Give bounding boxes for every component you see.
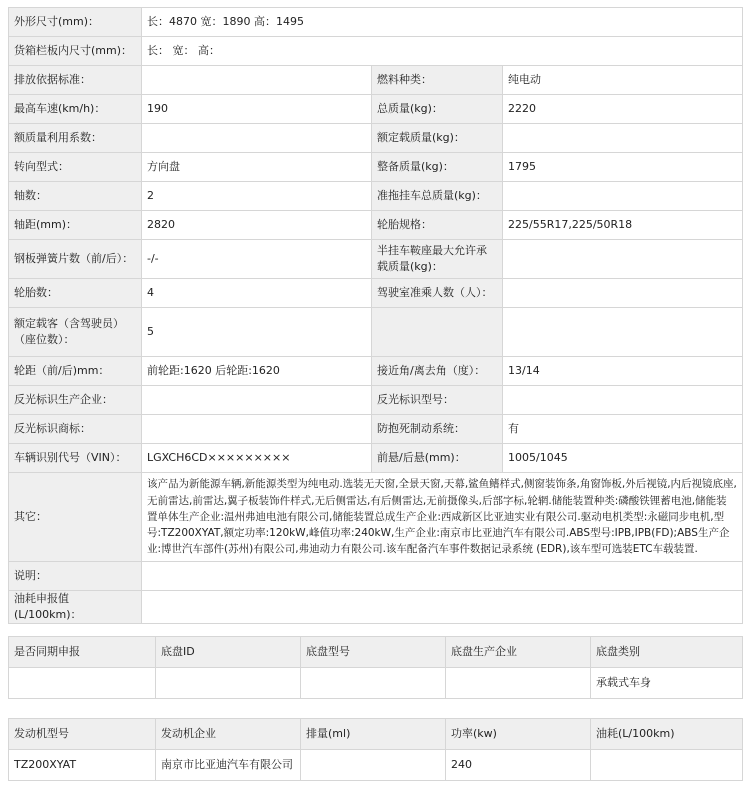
spec-label: 货箱栏板内尺寸(mm)： [9, 37, 142, 66]
table-header: 底盘生产企业 [446, 637, 591, 668]
spec-label: 钢板弹簧片数（前/后）： [9, 240, 142, 279]
spec-row [9, 279, 743, 308]
spec-value [142, 66, 372, 95]
spec-value: 5 [142, 308, 372, 357]
table-header: 底盘ID [156, 637, 301, 668]
spec-label: 总质量(kg)： [372, 95, 503, 124]
table-cell [446, 668, 591, 699]
table-header: 功率(kw) [446, 719, 591, 750]
other-description: 该产品为新能源车辆,新能源类型为纯电动.选装无天窗,全景天窗,天幕,鲨鱼鳍样式,侧窗装饰条,角窗饰板,外后视镜,内后视镜底座,无前雷达,前雷达,翼子板装饰件样式,无后侧雷达,有后侧雷达,无前摄像头,后部字标,轮辋.储能装置种类:磷酸铁锂蓄电池,储能装置单体生产企业:温州弗迪电池有限公司,储能装置总成生产企业:西咸新区比亚迪实业有限公司.驱动电机类型:永磁同步电机,型号:TZ200XYAT,额定功率:120kW,峰值功率:240kW,生产企业:南京市比亚迪汽车有限公司.ABS型号:IPB,IPB(FD);ABS生产企业:博世汽车部件(苏州)有限公司,弗迪动力有限公司.该车配备汽车事件数据记录系统 (EDR),该车型可选装ETC车载装置. [142, 473, 743, 562]
table-header: 是否同期申报 [9, 637, 156, 668]
spec-value: 长：4870 宽：1890 高：1495 [142, 8, 743, 37]
spec-value [503, 386, 743, 415]
table-header: 发动机企业 [156, 719, 301, 750]
spec-label: 驾驶室准乘人数（人）： [372, 279, 503, 308]
spec-value: 长： 宽： 高： [142, 37, 743, 66]
other-label: 其它： [9, 473, 142, 562]
spec-value: 1005/1045 [503, 444, 743, 473]
spec-value: 190 [142, 95, 372, 124]
spec-label: 整备质量(kg)： [372, 153, 503, 182]
spec-label: 转向型式： [9, 153, 142, 182]
spec-row-other [9, 473, 743, 562]
spec-label: 半挂车鞍座最大允许承载质量(kg)： [372, 240, 503, 279]
spec-row [9, 95, 743, 124]
spec-value: -/- [142, 240, 372, 279]
spec-label: 轮胎数： [9, 279, 142, 308]
spec-value [142, 386, 372, 415]
spec-value [503, 182, 743, 211]
spec-value: 前轮距:1620 后轮距:1620 [142, 357, 372, 386]
spec-row [9, 415, 743, 444]
spec-row [9, 308, 743, 357]
spec-label: 燃料种类： [372, 66, 503, 95]
spec-value: 1795 [503, 153, 743, 182]
spec-label: 防抱死制动系统： [372, 415, 503, 444]
spec-value: 225/55R17,225/50R18 [503, 211, 743, 240]
spec-label: 准拖挂车总质量(kg)： [372, 182, 503, 211]
chassis-header-row [9, 637, 743, 668]
table-row [9, 750, 743, 781]
spec-label: 接近角/离去角（度）： [372, 357, 503, 386]
note-value [142, 562, 743, 591]
table-cell: TZ200XYAT [9, 750, 156, 781]
chassis-table [8, 636, 743, 699]
spec-row [9, 182, 743, 211]
fuel-value [142, 591, 743, 624]
spec-value [503, 279, 743, 308]
engine-header-row [9, 719, 743, 750]
spec-label: 外形尺寸(mm)： [9, 8, 142, 37]
spec-label: 额定载客（含驾驶员）（座位数）： [9, 308, 142, 357]
engine-table [8, 718, 743, 781]
table-header: 底盘类别 [591, 637, 743, 668]
spec-table [8, 7, 743, 624]
spec-row [9, 357, 743, 386]
spec-value: 有 [503, 415, 743, 444]
spec-row [9, 66, 743, 95]
spec-value [503, 124, 743, 153]
spec-value [142, 415, 372, 444]
table-cell: 承载式车身 [591, 668, 743, 699]
spec-label: 最高车速(km/h)： [9, 95, 142, 124]
spec-row [9, 124, 743, 153]
spec-value [503, 308, 743, 357]
spec-row [9, 386, 743, 415]
spec-row [9, 240, 743, 279]
spec-row [9, 211, 743, 240]
table-header: 排量(ml) [301, 719, 446, 750]
spec-label: 轴数： [9, 182, 142, 211]
table-header: 发动机型号 [9, 719, 156, 750]
spec-row-fuel [9, 591, 743, 624]
table-cell [156, 668, 301, 699]
spec-value: 4 [142, 279, 372, 308]
spec-value: 方向盘 [142, 153, 372, 182]
spec-label: 额质量利用系数： [9, 124, 142, 153]
table-header: 油耗(L/100km) [591, 719, 743, 750]
spec-label: 反光标识生产企业： [9, 386, 142, 415]
spec-label [372, 308, 503, 357]
vin-value: LGXCH6CD××××××××× [142, 444, 372, 473]
table-cell [591, 750, 743, 781]
spec-label: 轮距（前/后)mm： [9, 357, 142, 386]
spec-row-vin [9, 444, 743, 473]
spec-value: 2 [142, 182, 372, 211]
spec-label: 额定载质量(kg)： [372, 124, 503, 153]
spec-label: 反光标识商标： [9, 415, 142, 444]
spec-row [9, 153, 743, 182]
spec-value: 2220 [503, 95, 743, 124]
spec-label: 轮胎规格： [372, 211, 503, 240]
spec-label: 车辆识别代号（VIN）： [9, 444, 142, 473]
table-row [9, 668, 743, 699]
spec-label: 轴距(mm)： [9, 211, 142, 240]
spec-value: 纯电动 [503, 66, 743, 95]
spec-label: 排放依据标准： [9, 66, 142, 95]
table-cell: 南京市比亚迪汽车有限公司 [156, 750, 301, 781]
spec-value [142, 124, 372, 153]
table-cell [301, 750, 446, 781]
table-cell [9, 668, 156, 699]
table-cell [301, 668, 446, 699]
spec-row-cargo-dimensions [9, 37, 743, 66]
spec-row-dimensions [9, 8, 743, 37]
note-label: 说明： [9, 562, 142, 591]
table-header: 底盘型号 [301, 637, 446, 668]
spec-value: 2820 [142, 211, 372, 240]
spec-label: 反光标识型号： [372, 386, 503, 415]
spec-value [503, 240, 743, 279]
table-cell: 240 [446, 750, 591, 781]
spec-value: 13/14 [503, 357, 743, 386]
spec-label: 前悬/后悬(mm)： [372, 444, 503, 473]
fuel-label: 油耗申报值(L/100km)： [9, 591, 142, 624]
spec-row-note [9, 562, 743, 591]
